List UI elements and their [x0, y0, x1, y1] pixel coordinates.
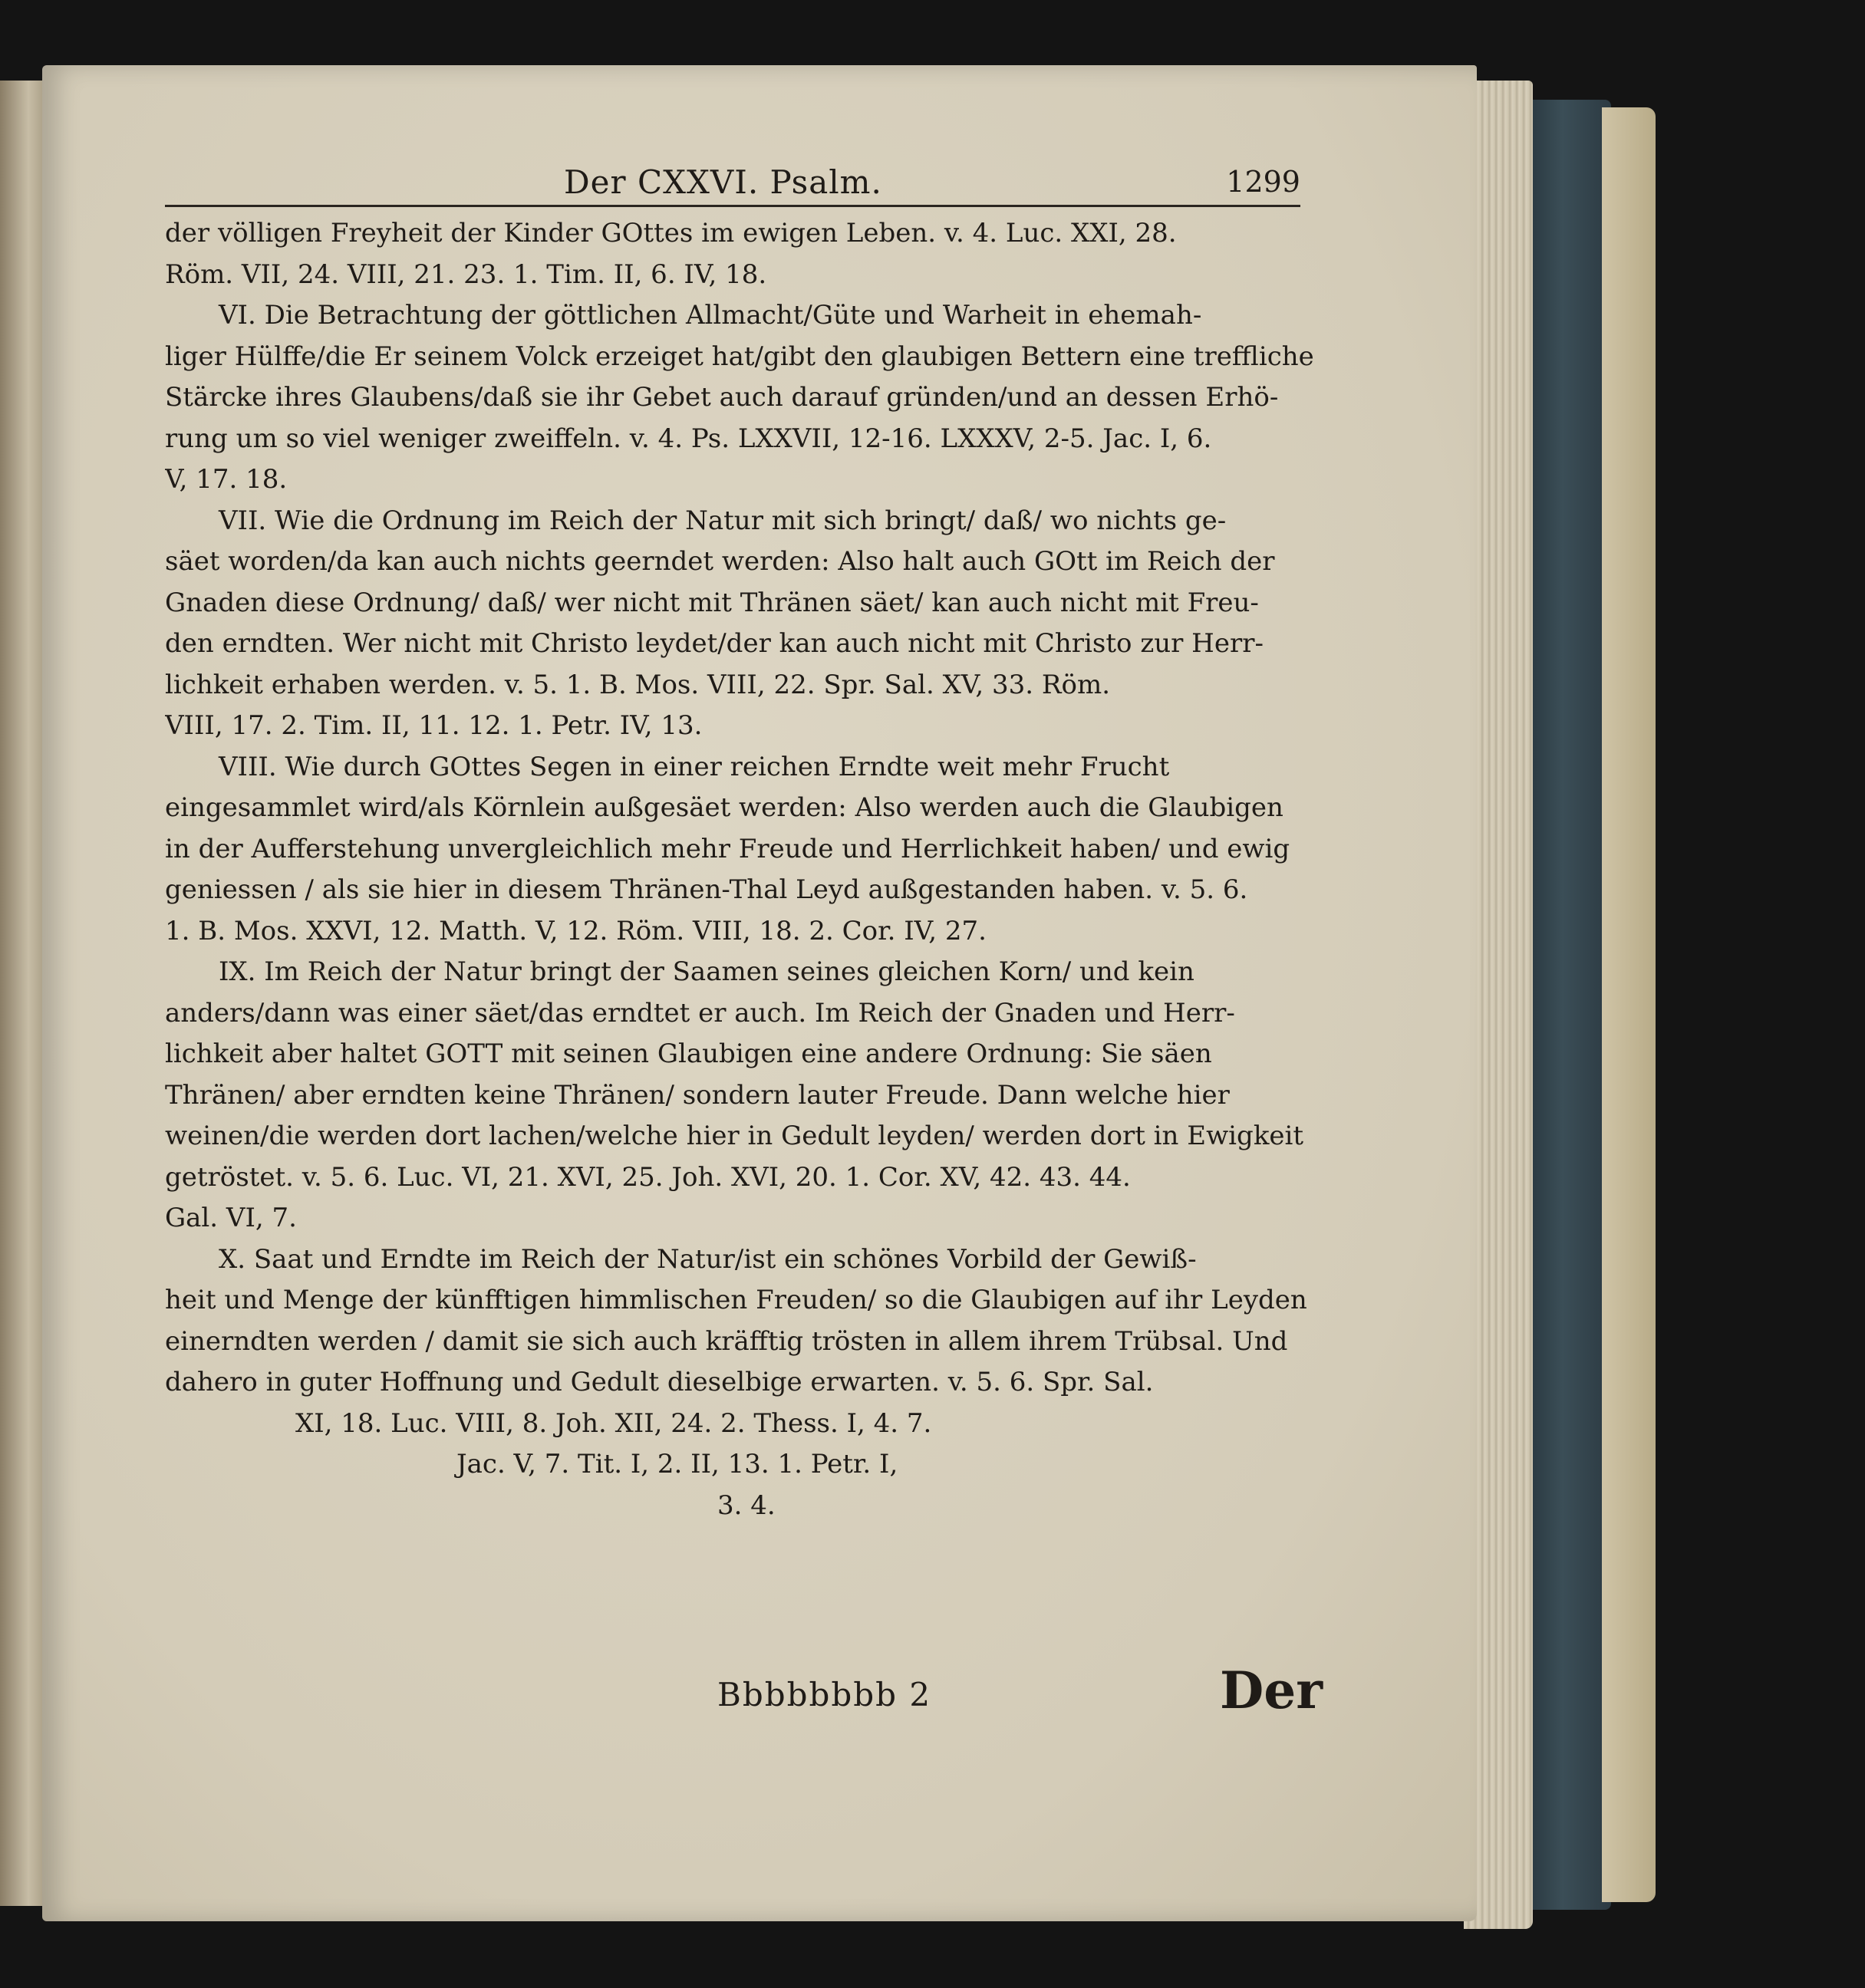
text-line: VIII. Wie durch GOttes Segen in einer reichen Erndte weit mehr Frucht — [219, 751, 1170, 782]
cover-vellum — [1602, 107, 1656, 1902]
catchword: Der — [1220, 1661, 1323, 1720]
text-line: X. Saat und Erndte im Reich der Natur/ist ein schönes Vorbild der Gewiß- — [219, 1243, 1197, 1275]
text-line: VI. Die Betrachtung der göttlichen Allmacht/Güte und Warheit in ehemah- — [219, 300, 1202, 331]
text-line: Thränen/ aber erndten keine Thränen/ sondern lauter Freude. Dann welche hier — [165, 1079, 1230, 1111]
text-line: VIII, 17. 2. Tim. II, 11. 12. 1. Petr. IV, 13. — [165, 710, 703, 741]
body-text — [165, 213, 1316, 1526]
text-line: lichkeit aber haltet GOTT mit seinen Glaubigen eine andere Ordnung: Sie säen — [165, 1038, 1212, 1069]
text-line: 1. B. Mos. XXVI, 12. Matth. V, 12. Röm. VIII, 18. 2. Cor. IV, 27. — [165, 915, 987, 946]
text-line: VII. Wie die Ordnung im Reich der Natur mit sich bringt/ daß/ wo nichts ge- — [219, 505, 1227, 536]
text-line: heit und Menge der künfftigen himmlischen Freuden/ so die Glaubigen auf ihr Leyden — [165, 1285, 1307, 1315]
text-line: Jac. V, 7. Tit. I, 2. II, 13. 1. Petr. I, — [456, 1449, 898, 1479]
text-line: lichkeit erhaben werden. v. 5. 1. B. Mos. VIII, 22. Spr. Sal. XV, 33. Röm. — [165, 669, 1111, 700]
page-number: 1299 — [1226, 165, 1300, 199]
page-title: Der CXXVI. Psalm. — [564, 163, 882, 201]
left-page-edge — [0, 81, 48, 1906]
text-line: Stärcke ihres Glaubens/daß sie ihr Gebet auch darauf gründen/und an dessen Erhö- — [165, 382, 1279, 413]
text-line: säet worden/da kan auch nichts geerndet werden: Also halt auch GOtt im Reich der — [165, 546, 1275, 577]
text-line: dahero in guter Hoffnung und Gedult dieselbige erwarten. v. 5. 6. Spr. Sal. — [165, 1367, 1154, 1397]
signature-mark: Bbbbbbbb 2 — [717, 1676, 932, 1713]
text-line: einerndten werden / damit sie sich auch kräfftig trösten in allem ihrem Trübsal. Und — [165, 1325, 1288, 1357]
page-text — [165, 157, 1316, 1526]
text-line: rung um so viel weniger zweiffeln. v. 4. Ps. LXXVII, 12-16. LXXXV, 2-5. Jac. I, 6. — [165, 423, 1212, 454]
text-line: XI, 18. Luc. VIII, 8. Joh. XII, 24. 2. Thess. I, 4. 7. — [295, 1407, 932, 1439]
text-line: Gnaden diese Ordnung/ daß/ wer nicht mit Thränen säet/ kan auch nicht mit Freu- — [165, 587, 1259, 618]
book-cover — [1523, 100, 1611, 1910]
text-line: 3. 4. — [717, 1489, 776, 1521]
text-line: Gal. VI, 7. — [165, 1203, 297, 1233]
text-line: IX. Im Reich der Natur bringt der Saamen seines gleichen Korn/ und kein — [219, 956, 1194, 987]
text-line: liger Hülffe/die Er seinem Volck erzeiget hat/gibt den glaubigen Bettern eine treffliche — [165, 341, 1314, 372]
text-line: den erndten. Wer nicht mit Christo leydet/der kan auch nicht mit Christo zur Herr- — [165, 628, 1264, 659]
text-line: weinen/die werden dort lachen/welche hier in Gedult leyden/ werden dort in Ewigkeit — [165, 1121, 1304, 1151]
text-line: getröstet. v. 5. 6. Luc. VI, 21. XVI, 25. Joh. XVI, 20. 1. Cor. XV, 42. 43. 44. — [165, 1161, 1131, 1193]
text-line: eingesammlet wird/als Körnlein außgesäet werden: Also werden auch die Glaubigen — [165, 792, 1283, 823]
text-line: anders/dann was einer säet/das erndtet er auch. Im Reich der Gnaden und Herr- — [165, 997, 1235, 1029]
text-line: V, 17. 18. — [165, 464, 288, 495]
text-line: der völligen Freyheit der Kinder GOttes im ewigen Leben. v. 4. Luc. XXI, 28. — [165, 218, 1177, 248]
text-line: geniessen / als sie hier in diesem Thränen-Thal Leyd außgestanden haben. v. 5. 6. — [165, 874, 1248, 905]
running-header — [165, 157, 1300, 207]
text-line: in der Aufferstehung unvergleichlich mehr Freude und Herrlichkeit haben/ und ewig — [165, 833, 1290, 864]
text-line: Röm. VII, 24. VIII, 21. 23. 1. Tim. II, 6. IV, 18. — [165, 258, 767, 290]
